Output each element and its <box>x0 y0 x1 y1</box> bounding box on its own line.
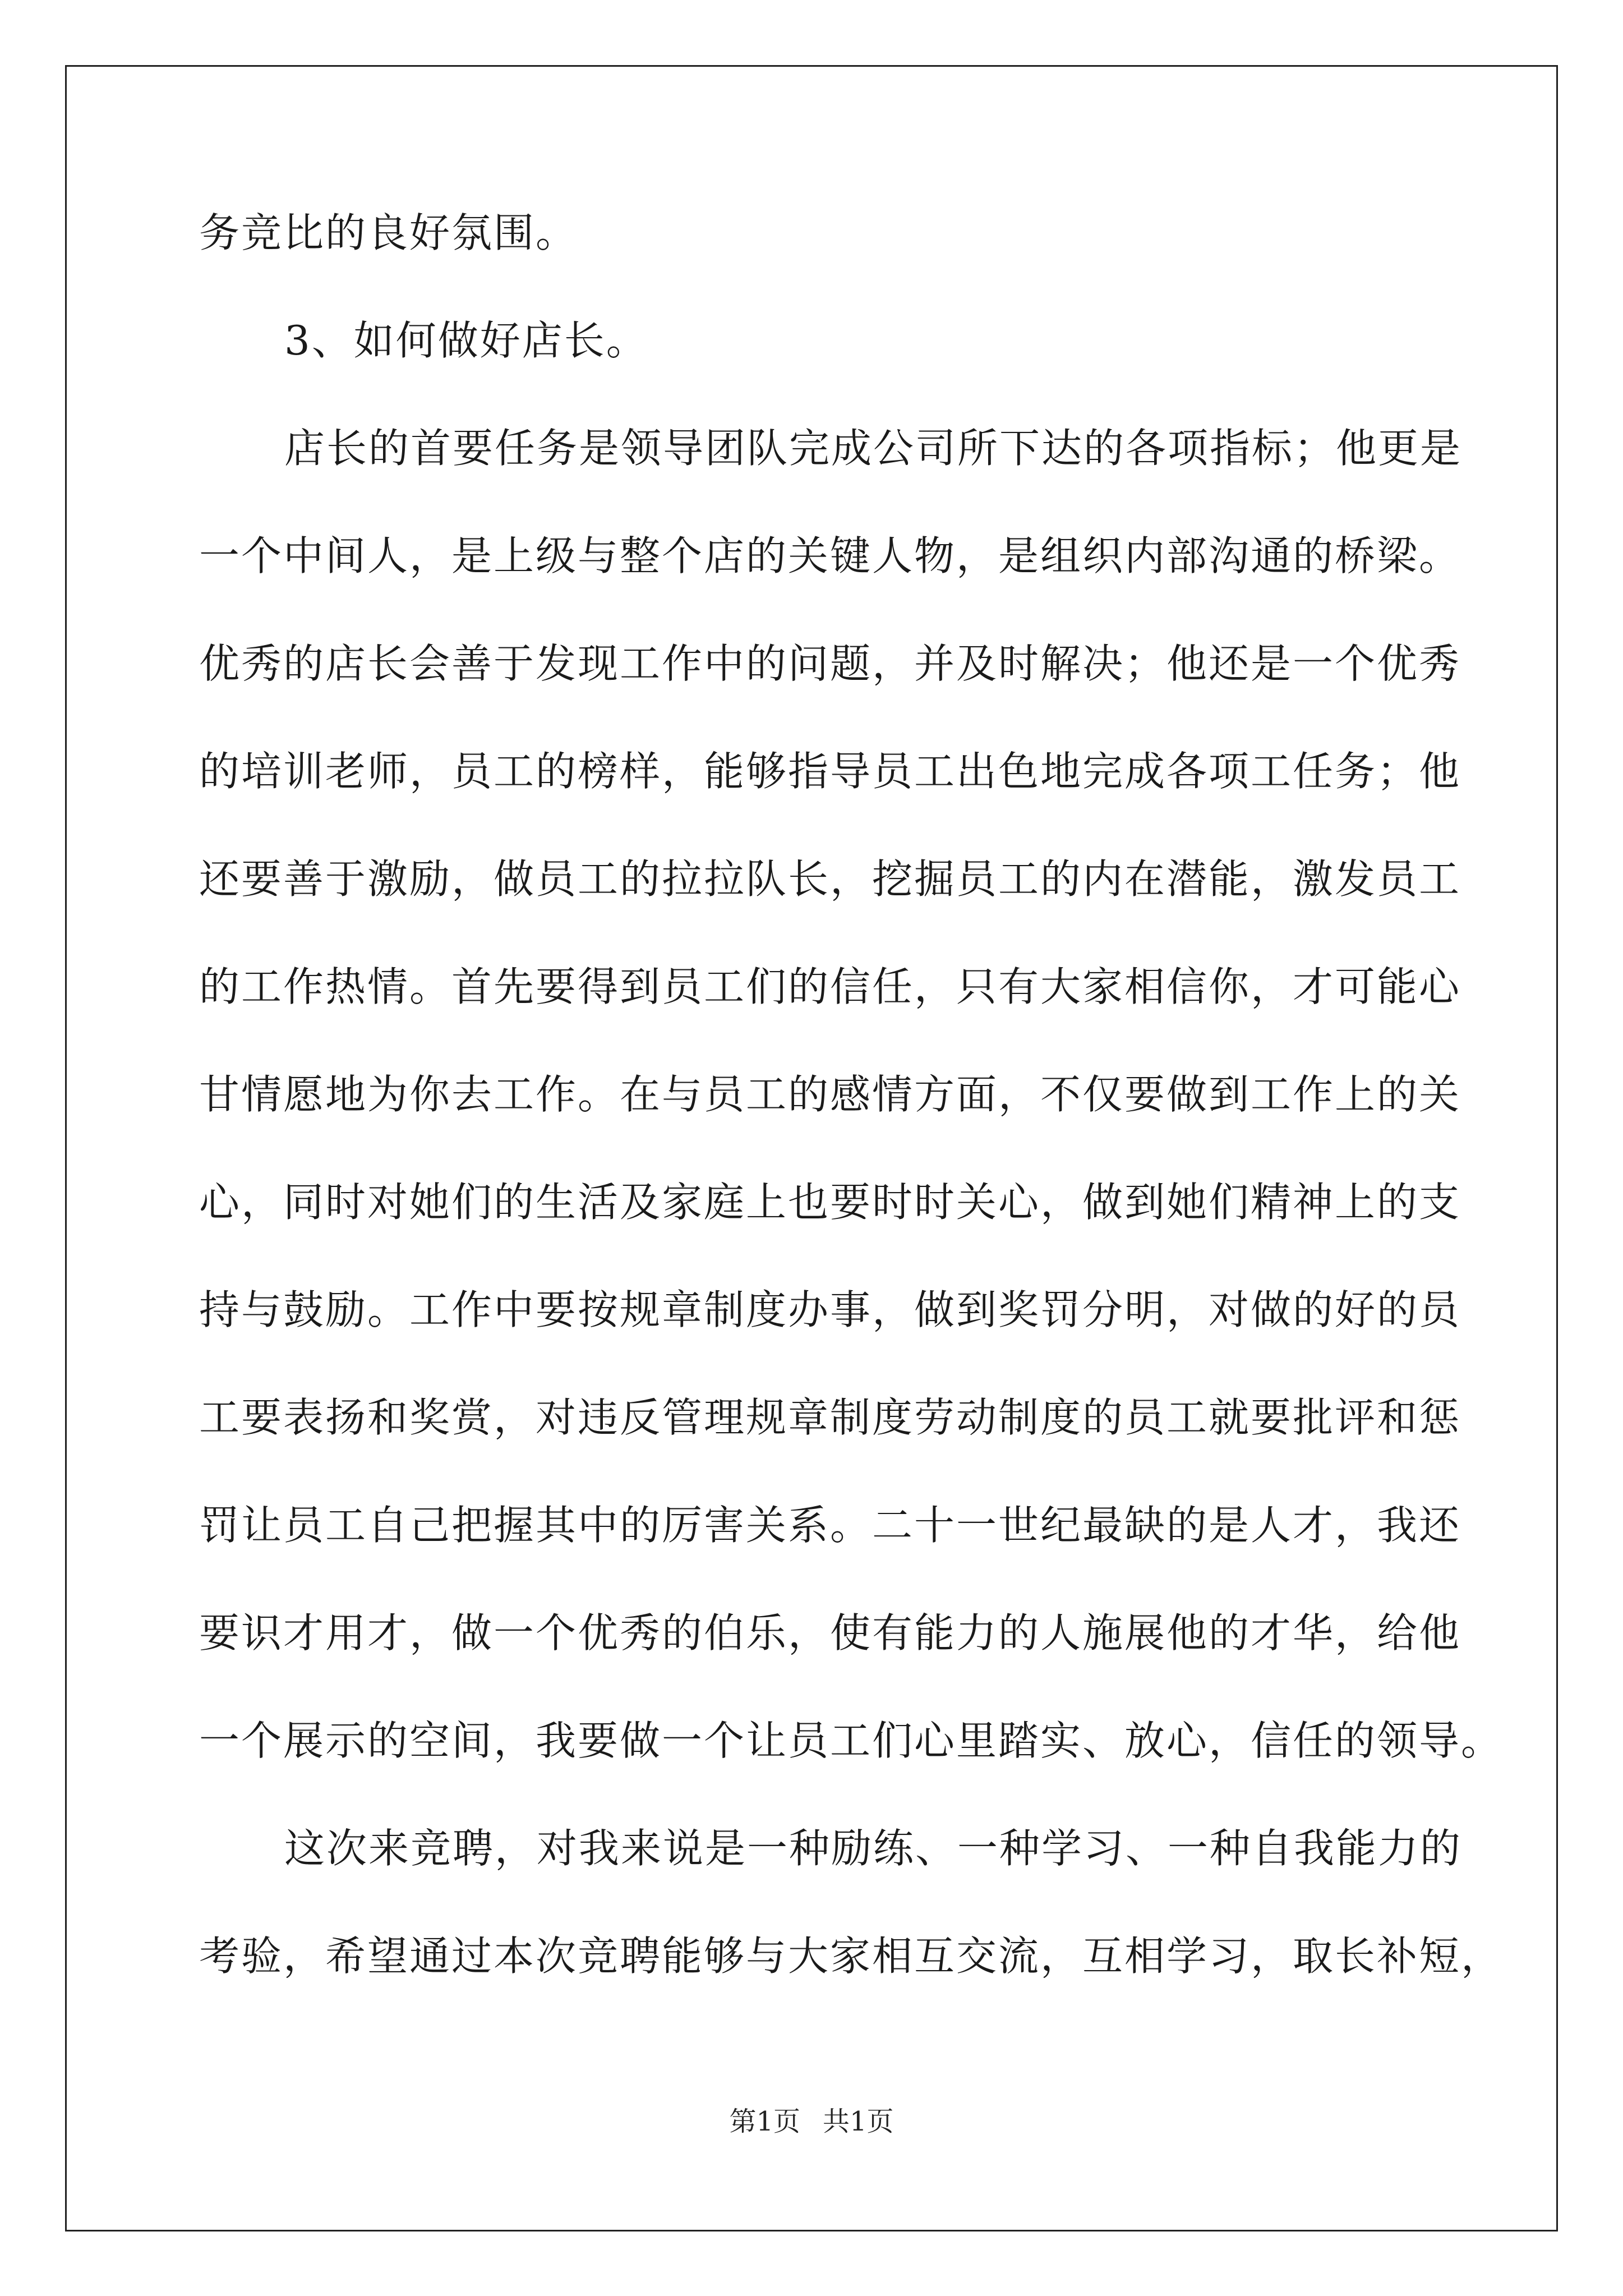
body-line-7: 还要善于激励，做员工的拉拉队长，挖掘员工的内在潜能，激发员工 <box>199 855 1461 903</box>
page-number: 第1页 <box>729 2106 800 2137</box>
body-line-9: 甘情愿地为你去工作。在与员工的感情方面，不仅要做到工作上的关 <box>199 1071 1461 1118</box>
body-line-13: 罚让员工自己把握其中的厉害关系。二十一世纪最缺的是人才，我还 <box>199 1502 1461 1549</box>
body-line-10: 心，同时对她们的生活及家庭上也要时时关心，做到她们精神上的支 <box>199 1179 1461 1226</box>
body-line-4: 一个中间人，是上级与整个店的关键人物，是组织内部沟通的桥梁。 <box>199 532 1461 579</box>
body-line-16: 这次来竞聘，对我来说是一种励练、一种学习、一种自我能力的 <box>284 1825 1463 1872</box>
body-line-12: 工要表扬和奖赏，对违反管理规章制度劳动制度的员工就要批评和惩 <box>199 1394 1461 1441</box>
body-line-14: 要识才用才，做一个优秀的伯乐，使有能力的人施展他的才华，给他 <box>199 1609 1461 1657</box>
body-line-15: 一个展示的空间，我要做一个让员工们心里踏实、放心，信任的领导。 <box>199 1717 1504 1764</box>
page-border <box>65 65 1558 2231</box>
page-count: 共1页 <box>823 2106 894 2137</box>
body-line-1: 务竞比的良好氛围。 <box>199 209 578 256</box>
body-line-6: 的培训老师，员工的榜样，能够指导员工出色地完成各项工任务；他 <box>199 748 1461 795</box>
body-line-3: 店长的首要任务是领导团队完成公司所下达的各项指标；他更是 <box>284 425 1463 472</box>
section-heading: 3、如何做好店长。 <box>284 317 648 364</box>
body-line-17: 考验，希望通过本次竞聘能够与大家相互交流，互相学习，取长补短， <box>199 1932 1504 1980</box>
body-line-5: 优秀的店长会善于发现工作中的问题，并及时解决；他还是一个优秀 <box>199 640 1461 687</box>
body-line-11: 持与鼓励。工作中要按规章制度办事，做到奖罚分明，对做的好的员 <box>199 1286 1461 1333</box>
page-footer <box>0 2105 1623 2138</box>
body-line-8: 的工作热情。首先要得到员工们的信任，只有大家相信你，才可能心 <box>199 963 1461 1010</box>
